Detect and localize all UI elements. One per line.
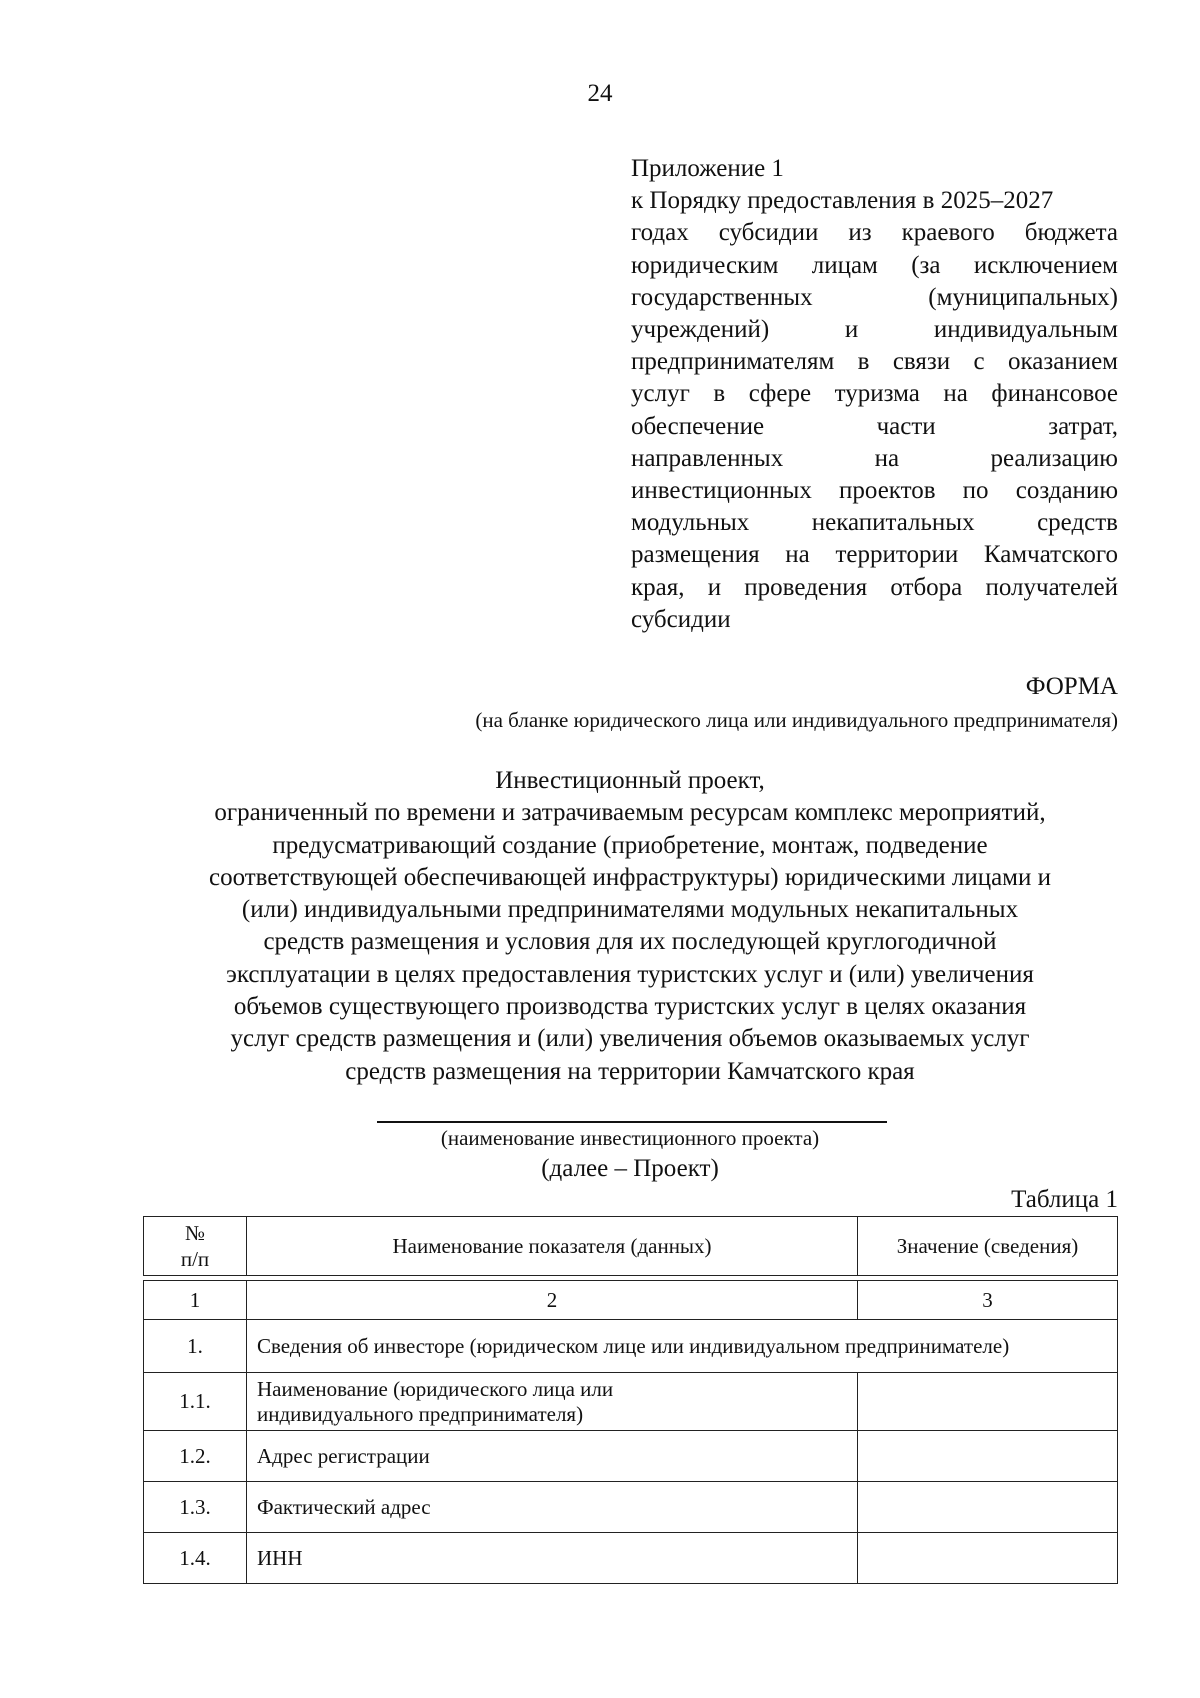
appendix-line: обеспечение части затрат, xyxy=(631,412,1118,440)
form-subtitle: (на бланке юридического лица или индивидуального предпринимателя) xyxy=(475,708,1118,732)
appendix-line: направленных на реализацию xyxy=(631,444,1118,472)
index-cell: 2 xyxy=(247,1281,858,1320)
row-num-cell: 1.4. xyxy=(144,1533,247,1584)
table-caption: Таблица 1 xyxy=(1011,1186,1118,1213)
table-section-row xyxy=(144,1320,1118,1373)
heading-line: предусматривающий создание (приобретение, монтаж, подведение xyxy=(272,831,988,859)
heading-line: Инвестиционный проект, xyxy=(495,767,765,794)
project-short-name: (далее – Проект) xyxy=(541,1155,719,1182)
row-value-cell[interactable] xyxy=(858,1373,1118,1431)
appendix-line: размещения на территории Камчатского xyxy=(631,541,1118,569)
header-num-symbol: № xyxy=(184,1221,206,1245)
heading-line: эксплуатации в целях предоставления туристских услуг и (или) увеличения xyxy=(226,960,1034,988)
row-name-cell xyxy=(247,1373,858,1431)
investor-table xyxy=(143,1216,1118,1584)
row-value-cell[interactable] xyxy=(858,1482,1118,1533)
heading-line: средств размещения и условия для их последующей круглогодичной xyxy=(263,928,997,956)
appendix-line: годах субсидии из краевого бюджета xyxy=(631,219,1118,247)
appendix-line: субсидии xyxy=(631,605,731,633)
heading-line: ограниченный по времени и затрачиваемым ресурсам комплекс мероприятий, xyxy=(214,799,1046,827)
project-name-blank-line xyxy=(377,1121,887,1123)
row-name-line: Наименование (юридического лица или xyxy=(257,1376,614,1401)
row-num-cell: 1.1. xyxy=(144,1373,247,1431)
row-num-cell: 1.2. xyxy=(144,1431,247,1482)
appendix-line: к Порядку предоставления в 2025–2027 xyxy=(631,187,1054,215)
index-cell: 1 xyxy=(144,1281,247,1320)
table-row xyxy=(144,1533,1118,1584)
table-row xyxy=(144,1373,1118,1431)
form-title: ФОРМА xyxy=(1025,673,1118,700)
row-name-cell: ИНН xyxy=(247,1533,858,1584)
heading-line: объемов существующего производства туристских услуг в целях оказания xyxy=(233,993,1027,1021)
header-num-cell xyxy=(144,1217,247,1276)
appendix-line: Приложение 1 xyxy=(631,155,784,182)
table-row xyxy=(144,1482,1118,1533)
appendix-line: услуг в сфере туризма на финансовое xyxy=(631,380,1118,408)
appendix-line: предпринимателям в связи с оказанием xyxy=(631,348,1118,376)
heading-line: соответствующей обеспечивающей инфраструктуры) юридическими лицами и xyxy=(208,863,1052,891)
row-num-cell: 1.3. xyxy=(144,1482,247,1533)
row-name-cell: Адрес регистрации xyxy=(247,1431,858,1482)
index-cell: 3 xyxy=(858,1281,1118,1320)
table-header-row xyxy=(144,1217,1118,1276)
table-index-row xyxy=(144,1281,1118,1320)
appendix-line: инвестиционных проектов по созданию xyxy=(631,477,1118,505)
table-row xyxy=(144,1431,1118,1482)
section-num-cell: 1. xyxy=(144,1320,247,1373)
header-value-cell: Значение (сведения) xyxy=(858,1217,1118,1276)
header-name-cell: Наименование показателя (данных) xyxy=(247,1217,858,1276)
appendix-line: государственных (муниципальных) xyxy=(631,283,1118,311)
appendix-line: края, и проведения отбора получателей xyxy=(631,573,1118,601)
project-heading xyxy=(100,765,1160,1088)
row-value-cell[interactable] xyxy=(858,1431,1118,1482)
row-name-line: индивидуального предпринимателя) xyxy=(257,1401,584,1426)
appendix-block xyxy=(631,153,1118,636)
appendix-line: учреждений) и индивидуальным xyxy=(631,316,1118,344)
header-num-label: п/п xyxy=(180,1247,210,1271)
appendix-line: модульных некапитальных средств xyxy=(631,509,1118,537)
section-title-cell: Сведения об инвесторе (юридическом лице или индивидуальном предпринимателе) xyxy=(247,1320,1118,1373)
row-name-cell: Фактический адрес xyxy=(247,1482,858,1533)
heading-line: (или) индивидуальными предпринимателями модульных некапитальных xyxy=(241,896,1019,924)
project-name-caption: (наименование инвестиционного проекта) xyxy=(440,1126,820,1150)
appendix-line: юридическим лицам (за исключением xyxy=(631,251,1118,279)
heading-line: услуг средств размещения и (или) увеличения объемов оказываемых услуг xyxy=(230,1025,1030,1053)
row-value-cell[interactable] xyxy=(858,1533,1118,1584)
page-number: 24 xyxy=(587,80,613,107)
heading-line: средств размещения на территории Камчатского края xyxy=(345,1057,915,1085)
